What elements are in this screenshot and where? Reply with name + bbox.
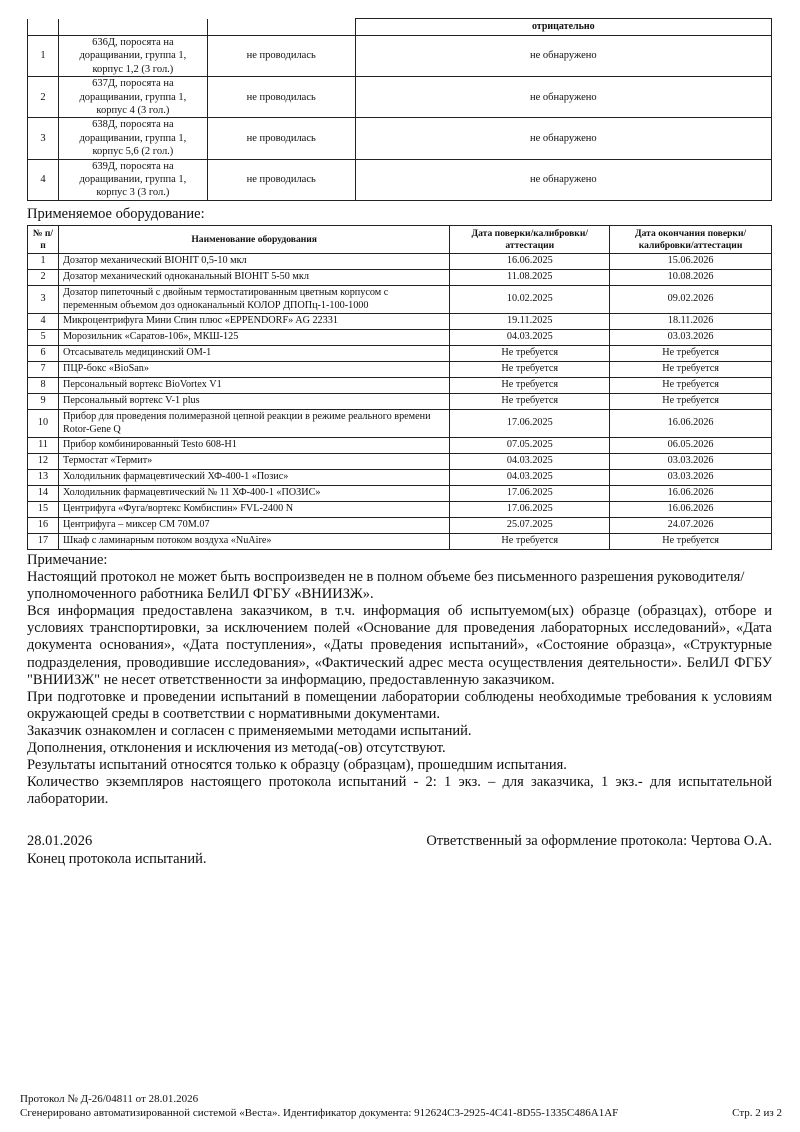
end-of-protocol-text: Конец протокола испытаний. [27, 851, 207, 867]
equipment-name: Центрифуга – миксер CM 70M.07 [58, 518, 449, 534]
table-row [28, 410, 772, 438]
table-row [28, 270, 772, 286]
table-row [28, 438, 772, 454]
equipment-table-header-row [28, 226, 772, 254]
date-start: 25.07.2025 [450, 518, 610, 534]
result-value: не обнаружено [355, 118, 771, 159]
table-row [28, 534, 772, 550]
date-start: 19.11.2025 [450, 314, 610, 330]
note-paragraph: Количество экземпляров настоящего протокола испытаний - 2: 1 экз. – для заказчика, 1 экз.- для испытательной лаборатории. [27, 774, 772, 808]
equipment-name: Шкаф с ламинарным потоком воздуха «NuAire» [58, 534, 449, 550]
equipment-name: Персональный вортекс BioVortex V1 [58, 378, 449, 394]
method-status: не проводилась [207, 159, 355, 200]
row-num: 2 [28, 77, 59, 118]
date-start: 17.06.2025 [450, 410, 610, 438]
table-row [28, 286, 772, 314]
date-end: 09.02.2026 [610, 286, 772, 314]
header-num: № п/п [28, 226, 59, 254]
table-row [28, 362, 772, 378]
date-start: 04.03.2025 [450, 330, 610, 346]
date-end: Не требуется [610, 534, 772, 550]
result-value: не обнаружено [355, 36, 771, 77]
equipment-table [27, 225, 772, 550]
date-end: 10.08.2026 [610, 270, 772, 286]
row-num: 12 [28, 454, 59, 470]
equipment-name: Микроцентрифуга Мини Спин плюс «EPPENDORF» AG 22331 [58, 314, 449, 330]
header-name: Наименование оборудования [58, 226, 449, 254]
row-num: 7 [28, 362, 59, 378]
date-start: 04.03.2025 [450, 454, 610, 470]
equipment-name: Дозатор механический BIOHIT 0,5-10 мкл [58, 254, 449, 270]
note-paragraph: Вся информация предоставлена заказчиком, в т.ч. информация об испытуемом(ых) образце (образцах), отборе и условиях транспортировки, за исключением полей «Основание для проведения лабораторных исследований», «Дата документа основания», «Дата поступления», «Даты проведения испытаний», «Состояние образца», «Структурные подразделения, проводившие исследования», «Фактический адрес места осуществления деятельности». БелИЛ ФГБУ "ВНИИЗЖ" не несет ответственности за информацию, предоставленную заказчиком. [27, 603, 772, 688]
equipment-name: Холодильник фармацевтический № 11 ХФ-400-1 «ПОЗИС» [58, 486, 449, 502]
responsible-person: Ответственный за оформление протокола: Чертова О.А. [426, 833, 772, 849]
results-table-header-row [28, 19, 772, 36]
row-num: 4 [28, 159, 59, 200]
date-start: 11.08.2025 [450, 270, 610, 286]
date-end: 16.06.2026 [610, 410, 772, 438]
row-num: 9 [28, 394, 59, 410]
note-paragraph: Настоящий протокол не может быть воспроизведен не в полном объеме без письменного разрешения руководителя/уполномоченного работника БелИЛ ФГБУ «ВНИИЗЖ». [27, 569, 745, 603]
row-num: 11 [28, 438, 59, 454]
date-end: Не требуется [610, 346, 772, 362]
equipment-name: Центрифуга «Фуга/вортекс Комбиспин» FVL-2400 N [58, 502, 449, 518]
footer-protocol-number: Протокол № Д-26/04811 от 28.01.2026 [20, 1093, 199, 1105]
date-end: 24.07.2026 [610, 518, 772, 534]
equipment-name: Персональный вортекс V-1 plus [58, 394, 449, 410]
date-end: 03.03.2026 [610, 330, 772, 346]
date-end: 18.11.2026 [610, 314, 772, 330]
table-row [28, 518, 772, 534]
method-status: не проводилась [207, 77, 355, 118]
row-num: 3 [28, 286, 59, 314]
table-row [28, 118, 772, 159]
sample-name: 637Д, поросята на доращивании, группа 1, корпус 4 (3 гол.) [58, 77, 207, 118]
equipment-name: Отсасыватель медицинский ОМ-1 [58, 346, 449, 362]
table-row [28, 159, 772, 200]
table-row [28, 346, 772, 362]
date-start: 16.06.2025 [450, 254, 610, 270]
note-paragraph: Дополнения, отклонения и исключения из метода(-ов) отсутствуют. [27, 740, 446, 757]
table-row [28, 486, 772, 502]
row-num: 14 [28, 486, 59, 502]
row-num: 4 [28, 314, 59, 330]
notes-title: Примечание: [27, 552, 108, 568]
equipment-name: Морозильник «Саратов-106», МКШ-125 [58, 330, 449, 346]
date-start: 04.03.2025 [450, 470, 610, 486]
sample-name: 636Д, поросята на доращивании, группа 1, корпус 1,2 (3 гол.) [58, 36, 207, 77]
sample-name: 639Д, поросята на доращивании, группа 1, корпус 3 (3 гол.) [58, 159, 207, 200]
sample-name: 638Д, поросята на доращивании, группа 1, корпус 5,6 (2 гол.) [58, 118, 207, 159]
note-paragraph: Результаты испытаний относятся только к образцу (образцам), прошедшим испытания. [27, 757, 567, 774]
table-row [28, 394, 772, 410]
header-date-start: Дата поверки/калибровки/аттестации [450, 226, 610, 254]
date-end: 06.05.2026 [610, 438, 772, 454]
table-row [28, 502, 772, 518]
note-paragraph: При подготовке и проведении испытаний в помещении лаборатории соблюдены необходимые требования к условиям окружающей среды в соответствии с нормативными документами. [27, 688, 772, 722]
table-row [28, 254, 772, 270]
equipment-name: Термостат «Термит» [58, 454, 449, 470]
results-header-method-cell [207, 19, 355, 36]
equipment-name: Дозатор пипеточный с двойным термостатированным цветным корпусом с переменным объемом доз одноканальный КОЛОР ДПОПц-1-100-1000 [58, 286, 449, 314]
date-start: 17.06.2025 [450, 486, 610, 502]
date-start: 07.05.2025 [450, 438, 610, 454]
date-start: Не требуется [450, 378, 610, 394]
results-table [27, 18, 772, 201]
row-num: 17 [28, 534, 59, 550]
date-end: Не требуется [610, 378, 772, 394]
date-start: 17.06.2025 [450, 502, 610, 518]
row-num: 5 [28, 330, 59, 346]
equipment-name: Прибор для проведения полимеразной цепной реакции в режиме реального времени Rotor-Gene Q [58, 410, 449, 438]
date-start: Не требуется [450, 346, 610, 362]
row-num: 3 [28, 118, 59, 159]
row-num: 1 [28, 36, 59, 77]
table-row [28, 314, 772, 330]
results-header-sample-cell [58, 19, 207, 36]
date-end: Не требуется [610, 394, 772, 410]
row-num: 16 [28, 518, 59, 534]
table-row [28, 470, 772, 486]
row-num: 1 [28, 254, 59, 270]
table-row [28, 454, 772, 470]
date-start: Не требуется [450, 534, 610, 550]
equipment-name: Прибор комбинированный Testo 608-H1 [58, 438, 449, 454]
table-row [28, 330, 772, 346]
notes-section [27, 552, 772, 808]
equipment-name: Дозатор механический одноканальный BIOHIT 5-50 мкл [58, 270, 449, 286]
date-start: Не требуется [450, 362, 610, 378]
equipment-name: ПЦР-бокс «BioSan» [58, 362, 449, 378]
row-num: 8 [28, 378, 59, 394]
row-num: 13 [28, 470, 59, 486]
date-end: 16.06.2026 [610, 486, 772, 502]
date-end: 16.06.2026 [610, 502, 772, 518]
row-num: 6 [28, 346, 59, 362]
equipment-section-title: Применяемое оборудование: [27, 206, 205, 222]
footer-page-number: Стр. 2 из 2 [732, 1107, 782, 1119]
date-end: Не требуется [610, 362, 772, 378]
signature-date: 28.01.2026 [27, 833, 93, 849]
date-end: 15.06.2026 [610, 254, 772, 270]
date-end: 03.03.2026 [610, 454, 772, 470]
result-value: не обнаружено [355, 159, 771, 200]
date-end: 03.03.2026 [610, 470, 772, 486]
table-row [28, 77, 772, 118]
equipment-name: Холодильник фармацевтический ХФ-400-1 «Позис» [58, 470, 449, 486]
row-num: 10 [28, 410, 59, 438]
table-row [28, 36, 772, 77]
date-start: Не требуется [450, 394, 610, 410]
row-num: 15 [28, 502, 59, 518]
date-start: 10.02.2025 [450, 286, 610, 314]
table-row [28, 378, 772, 394]
method-status: не проводилась [207, 36, 355, 77]
results-header-num-cell [28, 19, 59, 36]
header-date-end: Дата окончания поверки/калибровки/аттестации [610, 226, 772, 254]
row-num: 2 [28, 270, 59, 286]
results-header-result-cell: отрицательно [355, 19, 771, 36]
note-paragraph: Заказчик ознакомлен и согласен с применяемыми методами испытаний. [27, 722, 472, 739]
footer-generated-by: Сгенерировано автоматизированной системой «Веста». Идентификатор документа: 912624C3-2925-4C41-8D55-1335C486A1AF [20, 1107, 619, 1119]
method-status: не проводилась [207, 118, 355, 159]
result-value: не обнаружено [355, 77, 771, 118]
